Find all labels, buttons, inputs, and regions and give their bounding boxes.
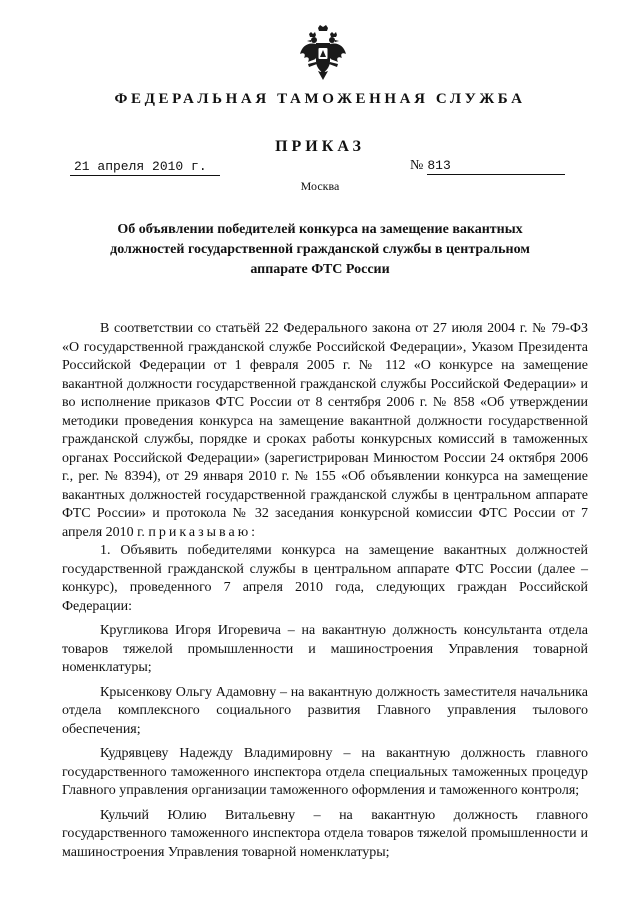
intro-paragraph xyxy=(62,320,588,542)
winner-4: Кульчий Юлию Витальевну – на вакантную должность главного государственного таможенного инспектора отдела товаров тяжелой промышленности и машиностроения Управления товарной номенклатуры; xyxy=(62,807,588,860)
agency-name: ФЕДЕРАЛЬНАЯ ТАМОЖЕННАЯ СЛУЖБА xyxy=(114,91,526,107)
order-heading: Об объявлении победителей конкурса на замещение вакантных должностей государственной гражданской службы в центральном аппарате ФТС России xyxy=(110,222,530,277)
number-sign: № xyxy=(410,158,424,173)
order-date: 21 апреля 2010 г. xyxy=(70,159,220,176)
winner-3: Кудрявцеву Надежду Владимировну – на вакантную должность главного государственного таможенного инспектора отдела специальных таможенных процедур Главного управления организации таможенного оформления и таможенного контроля; xyxy=(62,746,588,798)
order-word: приказываю: xyxy=(148,524,259,540)
double-headed-eagle-icon xyxy=(298,24,348,84)
winner-1: Кругликова Игоря Игоревича – на вакантную должность консультанта отдела товаров тяжелой промышленности и машиностроения Управления товарной номенклатуры; xyxy=(62,623,588,675)
document-type: ПРИКАЗ xyxy=(275,138,365,155)
number-value: 813 xyxy=(427,158,565,175)
intro-text: В соответствии со статьёй 22 Федерального закона от 27 июля 2004 г. № 79-ФЗ «О государственной гражданской службе Российской Федерации», Указом Президента Российской Федерации от 1 февраля 2005 г. № 112 «О конкурсе на замещение вакантной должности государственной гражданской службы Российской Федерации» и во исполнение приказов ФТС России от 8 сентября 2006 г. № 858 «Об утверждении методики проведения конкурса на замещение вакантной должности государственной гражданской службы, порядке и сроках работы конкурсных комиссий в таможенных органах Российской Федерации» (зарегистрирован Минюстом России 24 октября 2006 г., рег. № 8394), от 29 января 2010 г. № 155 «Об объявлении конкурса на замещение вакантных должностей государственной гражданской службы в центральном аппарате ФТС России» и протокола № 32 заседания конкурсной комиссии ФТС России от 7 апреля 2010 г. xyxy=(62,321,588,540)
order-city: Москва xyxy=(300,179,340,193)
item-1: 1. Объявить победителями конкурса на замещение вакантных должностей государственной гражданской службы в центральном аппарате ФТС России (далее – конкурс), проведенного 7 апреля 2010 года, следующих граждан Российской Федерации: xyxy=(62,543,588,614)
order-number xyxy=(410,158,586,175)
order-body xyxy=(62,320,588,862)
winner-2: Крысенкову Ольгу Адамовну – на вакантную должность заместителя начальника отдела комплексного социального развития Главного управления тылового обеспечения; xyxy=(62,684,588,737)
